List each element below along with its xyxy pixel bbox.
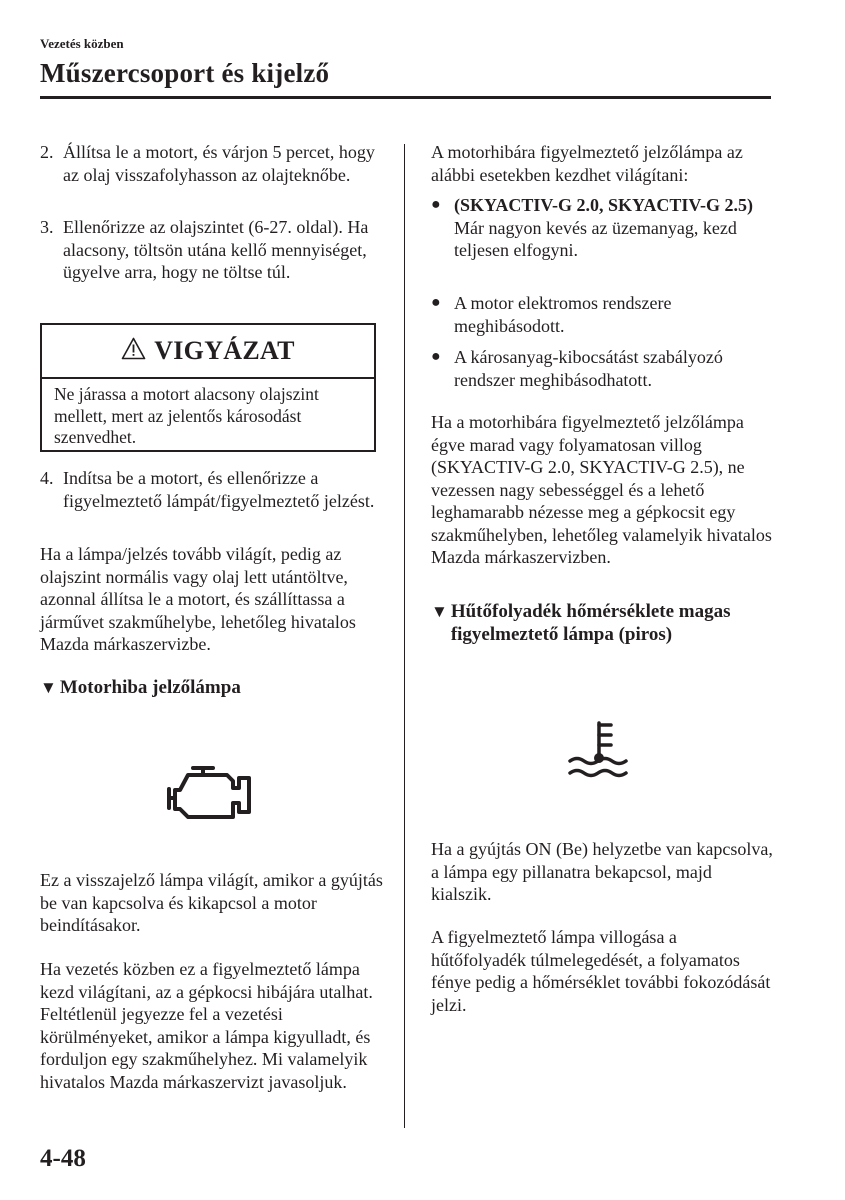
title-rule <box>40 96 771 99</box>
bullet-icon: ● <box>431 294 441 311</box>
page-title: Műszercsoport és kijelző <box>40 58 330 88</box>
step-3 <box>40 216 382 284</box>
step-number: 4. <box>40 468 54 488</box>
paragraph-oil-warning: Ha a lámpa/jelzés tovább világít, pedig az olajszint normális vagy olaj lett utántöltve, azonnal állítsa le a motort, és szállíttassa a járművet szakműhelybe, lehetőleg hivatalos Mazda márkaszervizbe. <box>40 544 356 654</box>
paragraph-intro: A motorhibára figyelmeztető jelzőlámpa az alábbi esetekben kezdhet világítani: <box>431 142 743 185</box>
section-label: Vezetés közben <box>40 36 124 51</box>
bullet-item <box>431 346 776 391</box>
paragraph-engine-fault: Ha vezetés közben ez a figyelmeztető lámpa kezd világítani, az a gépkocsi hibájára utalhat. Feltétlenül jegyezze fel a vezetési körülményeket, amikor a lámpa kigyulladt, és forduljon egy szakműhelyhez. Mi valamelyik hivatalos Mazda márkaszervizt javasoljuk. <box>40 959 373 1092</box>
paragraph-coolant-overheat: A figyelmeztető lámpa villogása a hűtőfolyadék túlmelegedését, a folyamatos fénye pedig a hőmérséklet további fokozódását jelzi. <box>431 927 771 1015</box>
warning-triangle-icon <box>121 337 146 365</box>
coolant-temperature-icon <box>567 720 631 785</box>
page-number: 4-48 <box>40 1145 86 1172</box>
step-text: Ellenőrizze az olajszintet (6-27. oldal). Ha alacsony, töltsön utána kellő mennyiséget, ügyelve arra, hogy ne töltse túl. <box>63 217 369 282</box>
caution-title: VIGYÁZAT <box>154 336 295 365</box>
bullet-text: A károsanyag-kibocsátást szabályozó rendszer meghibásodhatott. <box>454 347 723 390</box>
heading-coolant-temperature <box>431 600 776 646</box>
bullet-item <box>431 292 776 337</box>
bullet-icon: ● <box>431 196 441 213</box>
bullet-text: Már nagyon kevés az üzemanyag, kezd teljesen elfogyni. <box>454 217 737 260</box>
heading-text: Hűtőfolyadék hőmérséklete magas figyelmeztető lámpa (piros) <box>450 601 731 645</box>
step-2 <box>40 141 382 186</box>
triangle-down-icon: ▼ <box>40 678 57 697</box>
caution-box <box>40 323 376 452</box>
bullet-bold-text: (SKYACTIV-G 2.0, SKYACTIV-G 2.5) <box>454 195 754 215</box>
caution-text: Ne járassa a motort alacsony olajszint mellett, mert az jelentős károsodást szenvedhet. <box>54 384 319 447</box>
step-number: 2. <box>40 142 54 162</box>
heading-engine-malfunction <box>40 676 385 699</box>
paragraph-coolant-ignition: Ha a gyújtás ON (Be) helyzetbe van kapcsolva, a lámpa egy pillanatra bekapcsol, majd kialszik. <box>431 839 773 904</box>
heading-text: Motorhiba jelzőlámpa <box>59 677 241 698</box>
bullet-item <box>431 194 776 262</box>
paragraph-engine-light-action: Ha a motorhibára figyelmeztető jelzőlámpa égve marad vagy folyamatosan villog (SKYACTIV-G 2.0, SKYACTIV-G 2.5), ne vezessen nagy sebességgel és a lehető leghamarabb nézesse meg a gépkocsit egy szakműhelyben, lehetőleg valamelyik hivatalos Mazda márkaszervizben. <box>431 412 772 567</box>
step-number: 3. <box>40 217 54 237</box>
bullet-icon: ● <box>431 348 441 365</box>
bullet-text: A motor elektromos rendszere meghibásodott. <box>454 293 672 336</box>
triangle-down-icon: ▼ <box>431 602 448 621</box>
column-divider <box>404 144 405 1128</box>
check-engine-icon <box>163 764 259 827</box>
step-text: Állítsa le a motort, és várjon 5 percet, hogy az olaj visszafolyhasson az olajteknőbe. <box>63 142 375 185</box>
caution-header <box>42 325 374 379</box>
step-text: Indítsa be a motort, és ellenőrizze a figyelmeztető lámpát/figyelmeztető jelzést. <box>63 468 375 511</box>
step-4 <box>40 467 382 512</box>
paragraph-engine-light: Ez a visszajelző lámpa világít, amikor a gyújtás be van kapcsolva és kikapcsol a motor beindításakor. <box>40 870 383 935</box>
